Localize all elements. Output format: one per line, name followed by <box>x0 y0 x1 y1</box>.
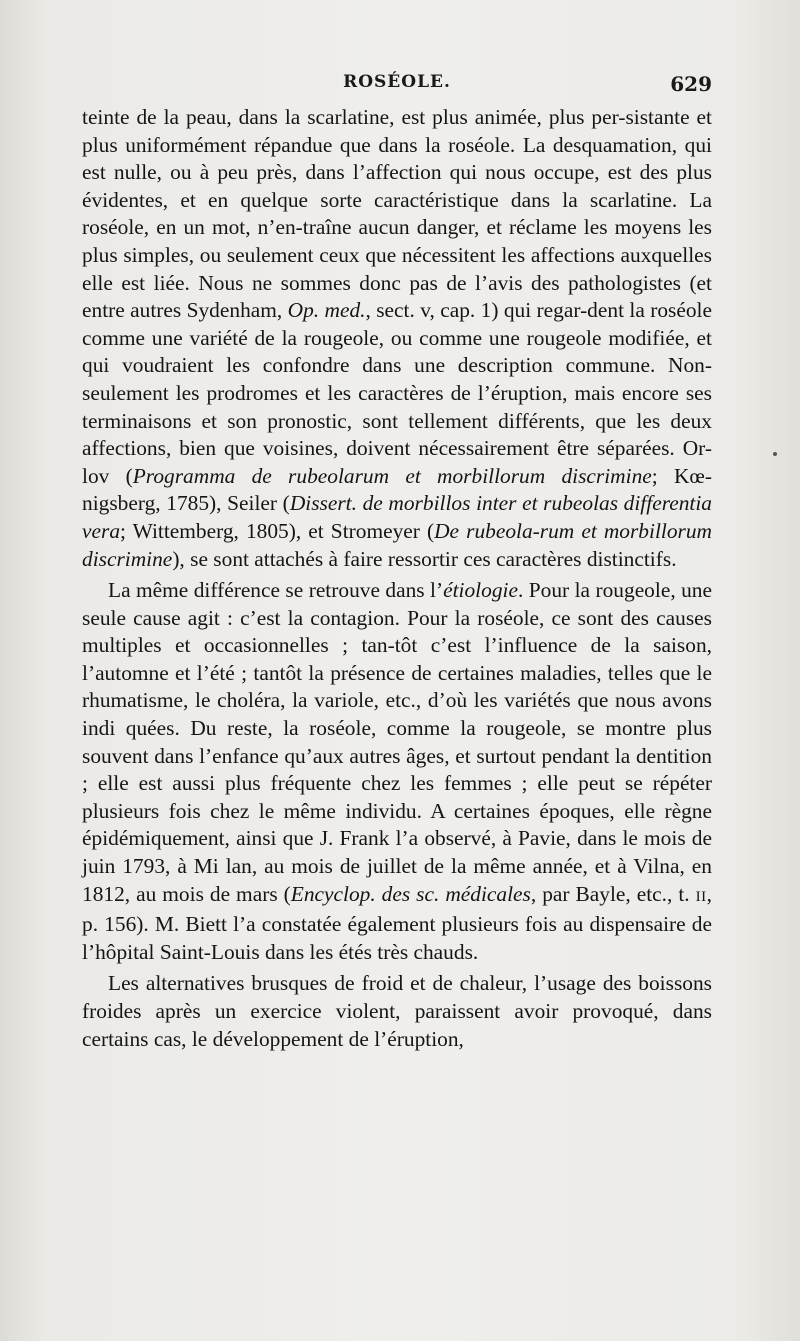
paragraph-2 <box>82 577 712 966</box>
paragraph-text: teinte de la peau, dans la scarlatine, est plus animée, plus per-sistante et plus uniformément répandue que dans la roséole. La desquamation, qui est nulle, ou à peu près, dans l’affection qui nous occupe, est des plus évidentes, et en quelque sorte caractéristique dans la scarlatine. La roséole, en un mot, n’en-traîne aucun danger, et réclame les moyens les plus simples, ou seulement ceux que nécessitent les affections auxquelles elle est liée. Nous ne sommes donc pas de l’avis des pathologistes (et entre autres Sydenham, <box>82 105 712 323</box>
italic-text: Op. med. <box>287 298 366 323</box>
paper-speck <box>773 452 777 456</box>
italic-text: Dissert. de morbillos inter et rubeolas differentia vera <box>82 491 712 543</box>
body-text <box>82 104 712 1053</box>
running-head <box>82 72 712 102</box>
italic-text: étiologie <box>443 578 518 603</box>
paragraph-text: , sect. v, cap. 1) qui regar-dent la roséole comme une variété de la rougeole, ou comme une rougeole modifiée, et qui voudraient les confondre dans une description commune. Non-seulement les prodromes et les caractères de l’éruption, mais encore ses terminaisons et son pronostic, sont tellement différents, que les deux affections, bien que voisines, doivent nécessairement être séparées. Or-lov ( <box>82 298 712 488</box>
italic-text: Encyclop. des sc. médicales <box>290 881 531 906</box>
paragraph-1 <box>82 104 712 573</box>
paragraph-text: ), se sont attachés à faire ressortir ces caractères distinctifs. <box>172 546 677 571</box>
paragraph-text: . Pour la rougeole, une seule cause agit : c’est la contagion. Pour la roséole, ce sont des causes multiples et occasionnelles ; tan-tôt c’est l’influence de la saison, l’automne et l’été ; tantôt la présence de certaines maladies, telles que le rhumatisme, le choléra, la variole, etc., d’où les variétés que nous avons indi quées. Du reste, la roséole, comme la rougeole, se montre plus souvent dans l’enfance qu’aux autres âges, et surtout pendant la dentition ; elle est aussi plus fréquente chez les femmes ; elle peut se répéter plusieurs fois chez le même individu. A certaines époques, elle règne épidémiquement, ainsi que J. Frank l’a observé, à Pavie, dans le mois de juin 1793, à Mi lan, au mois de juillet de la même année, et à Vilna, en 1812, au mois de mars ( <box>82 578 712 906</box>
paragraph-3 <box>82 970 712 1053</box>
italic-text: De rubeola-rum et morbillorum discrimine <box>82 518 712 571</box>
paragraph-text: ; Wittemberg, 1805), et Stromeyer ( <box>120 518 435 543</box>
page-number: 629 <box>670 72 712 96</box>
paragraph-text: , p. 156). M. Biett l’a constatée également plusieurs fois au dispensaire de l’hôpital Saint-Louis dans les étés très chauds. <box>82 881 712 964</box>
paragraph-text: La même différence se retrouve dans l’ <box>108 578 444 603</box>
running-head-title: ROSÉOLE. <box>343 72 451 92</box>
paragraph-text: Les alternatives brusques de froid et de chaleur, l’usage des boissons froides après un exercice violent, paraissent avoir provoqué, dans certains cas, le développement de l’éruption, <box>82 971 712 1051</box>
italic-text: Programma de rubeolarum et morbillorum discrimine <box>132 463 652 488</box>
paragraph-text: , par Bayle, etc., t. <box>530 881 696 906</box>
small-caps-text: II <box>695 888 707 905</box>
paragraph-text: ; Kœ-nigsberg, 1785), Seiler ( <box>82 463 712 516</box>
